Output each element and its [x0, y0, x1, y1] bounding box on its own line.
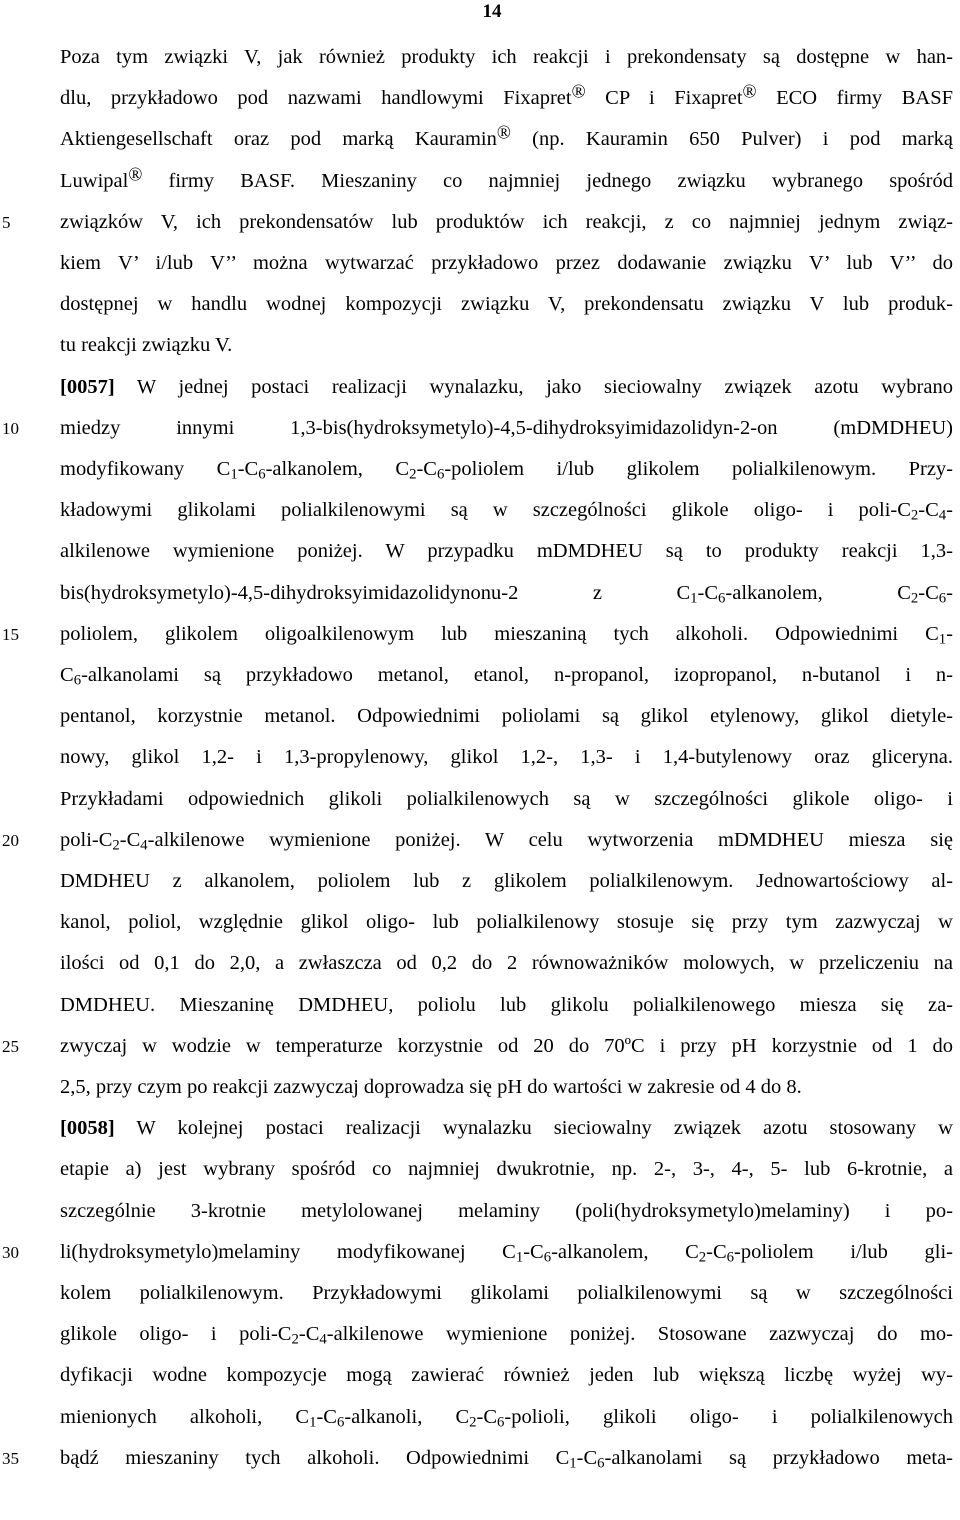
text-line: poli-$C_2-C_4$-alkilenowe wymienione poniżej. W celu wytworzenia mDMDHEU miesza się [60, 828, 953, 854]
text-line: mienionych alkoholi, $C_1-C_6$-alkanoli, $C_2-C_6$-polioli, glikoli oligo- i polialkilenowych [60, 1405, 953, 1431]
subscript: 2 [910, 507, 919, 524]
text-line: pentanol, korzystnie metanol. Odpowiednimi poliolami są glikol etylenowy, glikol dietyle- [60, 705, 953, 728]
text-line: dlu, przykładowo pod nazwami handlowymi Fixapret® CP i Fixapret® ECO firmy BASF [60, 81, 953, 110]
document-body [60, 0, 953, 1520]
text-line: alkilenowe wymienione poniżej. W przypadku mDMDHEU są to produkty reakcji 1,3- [60, 540, 953, 563]
text-line: szczególnie 3-krotnie metylolowanej melaminy (poli(hydroksymetylo)melaminy) i po- [60, 1199, 953, 1222]
paragraph-number: [0057] [60, 375, 115, 398]
subscript: 1 [690, 590, 698, 607]
text-line: Przykładami odpowiednich glikoli polialkilenowych są w szczególności glikole oligo- i [60, 787, 953, 810]
text-line: dyfikacji wodne kompozycje mogą zawierać również jeden lub większą liczbę wyżej wy- [60, 1364, 953, 1387]
line-number: 35 [2, 1448, 19, 1468]
paragraph-number: [0058] [60, 1117, 115, 1140]
text-line: kiem V’ i/lub V’’ można wytwarzać przykładowo przez dodawanie związku V’ lub V’’ do [60, 252, 953, 274]
line-number: 5 [2, 212, 11, 232]
text-line: etapie a) jest wybrany spośród co najmniej dwukrotnie, np. 2-, 3-, 4-, 5- lub 6-krotnie, a [60, 1158, 953, 1181]
text-line: [0058] W kolejnej postaci realizacji wynalazku sieciowalny związek azotu stosowany w [60, 1117, 953, 1140]
text-line: związków V, ich prekondensatów lub produktów ich reakcji, z co najmniej jednym związ- [60, 210, 953, 233]
text-line: ilości od 0,1 do 2,0, a zwłaszcza od 0,2 do 2 równoważników molowych, w przeliczeniu na [60, 952, 953, 975]
subscript: 4 [319, 1331, 327, 1348]
text-line: bis(hydroksymetylo)-4,5-dihydroksyimidazolidynonu-2 z $C_1-C_6$-alkanolem, $C_2-C_6-$ [60, 581, 953, 607]
line-number: 25 [2, 1036, 19, 1056]
text-line: modyfikowany $C_1-C_6$-alkanolem, $C_2-C_6$-poliolem i/lub glikolem polialkilenowym. Przy- [60, 458, 954, 483]
subscript: 2 [469, 1414, 477, 1431]
text-line: $C_6$-alkanolami są przykładowo metanol, etanol, n-propanol, izopropanol, n-butanol i n- [60, 664, 953, 689]
text-line: miedzy innymi 1,3-bis(hydroksymetylo)-4,5-dihydroksyimidazolidyn-2-on (mDMDHEU) [60, 416, 953, 439]
line-number: 20 [2, 830, 19, 850]
subscript: 2 [910, 590, 919, 607]
text-line: bądź mieszaniny tych alkoholi. Odpowiednimi $C_1-C_6$-alkanolami są przykładowo meta- [60, 1446, 953, 1472]
line-number: 15 [2, 624, 19, 644]
subscript: 4 [938, 507, 947, 524]
text-line: li(hydroksymetylo)melaminy modyfikowanej $C_1-C_6$-alkanolem, $C_2-C_6$-poliolem i/lub gli- [60, 1240, 954, 1266]
line-number: 10 [2, 418, 19, 438]
text-line: glikole oligo- i poli-$C_2-C_4$-alkilenowe wymienione poniżej. Stosowane zazwyczaj do mo- [60, 1323, 953, 1348]
subscript: 1 [230, 466, 238, 483]
registered-mark: ® [128, 164, 143, 185]
text-line: nowy, glikol 1,2- i 1,3-propylenowy, glikol 1,2-, 1,3- i 1,4-butylenowy oraz gliceryna. [60, 746, 953, 769]
text-line: zwyczaj w wodzie w temperaturze korzystnie od 20 do 70ºC i przy pH korzystnie od 1 do [60, 1034, 953, 1057]
subscript: 1 [309, 1414, 317, 1431]
text-line: dostępnej w handlu wodnej kompozycji związku V, prekondensatu związku V lub produk- [60, 293, 953, 316]
registered-mark: ® [496, 122, 511, 143]
subscript: 6 [258, 466, 266, 483]
subscript: 2 [112, 837, 120, 854]
subscript: 2 [291, 1331, 299, 1348]
subscript: 1 [569, 1455, 577, 1472]
subscript: 2 [698, 1249, 707, 1266]
subscript: 2 [409, 466, 417, 483]
text-line: [0057] W jednej postaci realizacji wynalazku, jako sieciowalny związek azotu wybrano [60, 375, 953, 398]
subscript: 6 [436, 466, 445, 483]
subscript: 6 [726, 1249, 734, 1266]
subscript: 1 [938, 631, 947, 648]
text-line: kładowymi glikolami polialkilenowymi są w szczególności glikole oligo- i poli-$C_2-C_4-$ [60, 499, 953, 524]
subscript: 6 [73, 672, 82, 689]
subscript: 6 [497, 1414, 505, 1431]
text-line: poliolem, glikolem oligoalkilenowym lub mieszaniną tych alkoholi. Odpowiednimi $C_1-$ [60, 622, 953, 648]
text-line: DMDHEU z alkanolem, poliolem lub z glikolem polialkilenowym. Jednowartościowy al- [60, 870, 953, 892]
registered-mark: ® [742, 81, 757, 102]
subscript: 6 [597, 1455, 605, 1472]
registered-mark: ® [571, 81, 586, 102]
text-line: Poza tym związki V, jak również produkty ich reakcji i prekondensaty są dostępne w han- [60, 46, 953, 68]
line-number: 30 [2, 1242, 19, 1262]
text-line: Aktiengesellschaft oraz pod marką Kauramin® (np. Kauramin 650 Pulver) i pod marką [60, 122, 953, 151]
text-line: 2,5, przy czym po reakcji zazwyczaj doprowadza się pH do wartości w zakresie od 4 do 8. [60, 1076, 802, 1098]
subscript: 6 [543, 1249, 552, 1266]
page-number: 14 [482, 1, 502, 22]
subscript: 6 [718, 590, 726, 607]
text-line: kanol, poliol, względnie glikol oligo- lub polialkilenowy stosuje się przy tym zazwyczaj w [60, 911, 953, 934]
line-number-column [0, 0, 40, 1520]
subscript: 4 [140, 837, 148, 854]
subscript: 6 [336, 1414, 345, 1431]
subscript: 6 [938, 590, 947, 607]
text-line: tu reakcji związku V. [60, 334, 233, 357]
text-line: Luwipal® firmy BASF. Mieszaniny co najmniej jednego związku wybranego spośród [60, 164, 953, 192]
text-line: DMDHEU. Mieszaninę DMDHEU, poliolu lub glikolu polialkilenowego miesza się za- [60, 993, 953, 1016]
text-line: kolem polialkilenowym. Przykładowymi glikolami polialkilenowymi są w szczególności [60, 1282, 953, 1304]
subscript: 1 [515, 1249, 524, 1266]
